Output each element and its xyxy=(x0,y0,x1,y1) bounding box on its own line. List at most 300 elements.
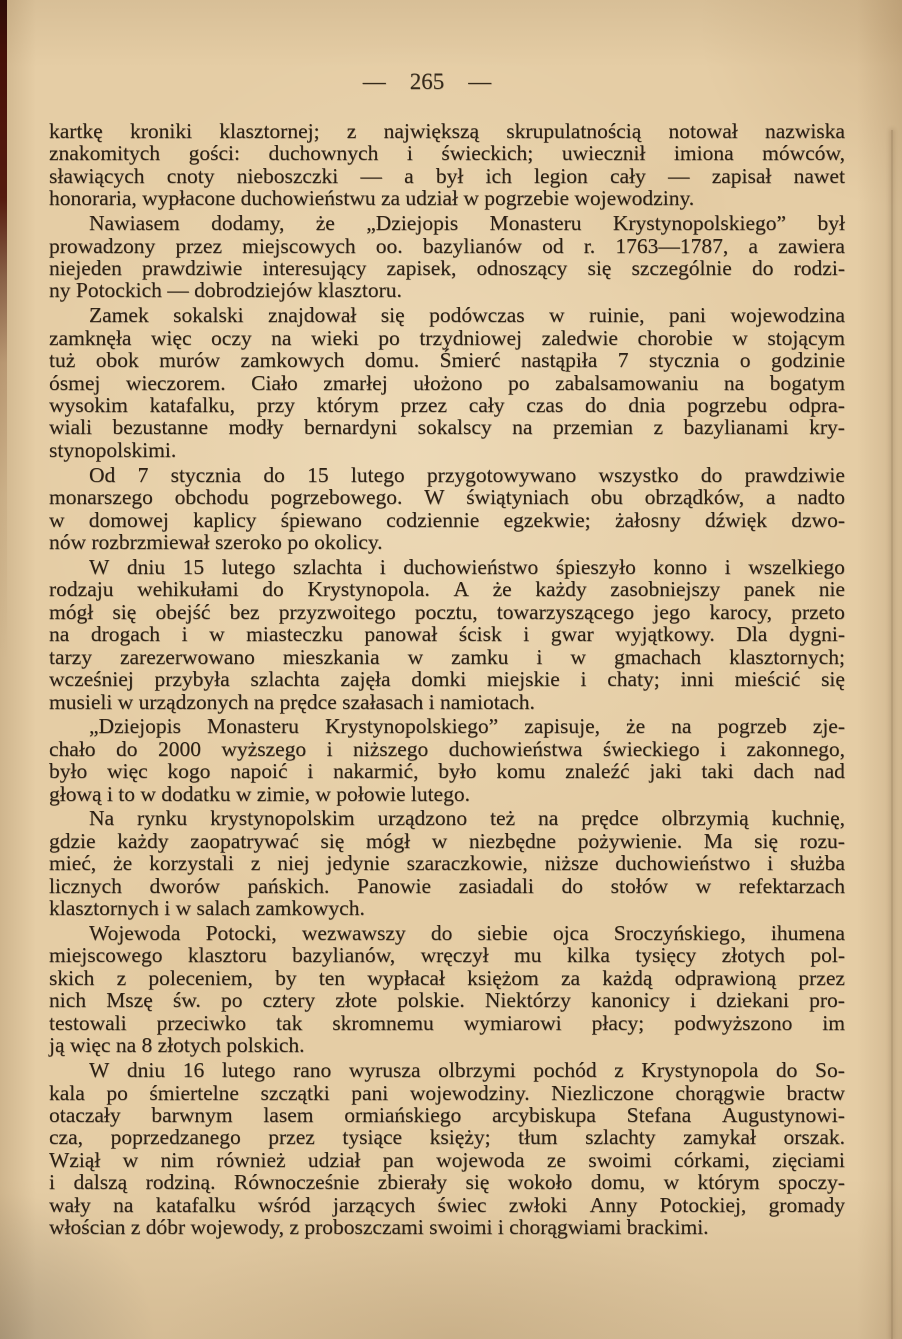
word: że xyxy=(315,211,335,236)
word: niejeden xyxy=(49,256,122,281)
word: śmiertelne xyxy=(149,1080,239,1105)
word: Panowie xyxy=(356,873,432,898)
word: udział xyxy=(307,1147,361,1172)
word: pani xyxy=(668,303,706,328)
word: chało xyxy=(49,736,96,761)
text-line: musieli w urządzonych na prędce szałasach i namiotach. xyxy=(49,689,535,714)
word: zwłoki xyxy=(508,1192,568,1217)
word: na xyxy=(723,370,745,395)
word: Augustynowi- xyxy=(721,1102,845,1127)
word: zasobniejszy xyxy=(610,577,721,602)
word: pożywienie. xyxy=(577,828,683,853)
word: zapisuje, xyxy=(524,714,601,739)
word: gmachach xyxy=(613,644,702,669)
word: zamykał xyxy=(683,1125,756,1150)
word: jaki xyxy=(649,759,682,784)
word: stojącym xyxy=(767,325,845,350)
word: 1763—1787, xyxy=(615,233,729,258)
word: świeckiego xyxy=(602,736,700,761)
text-line: nów rozbrzmiewał szeroko po okolicy. xyxy=(49,530,383,555)
word: przez xyxy=(268,1125,315,1150)
word: dach xyxy=(753,759,795,784)
word: służba xyxy=(790,851,845,876)
word: bazylianów, xyxy=(292,943,396,968)
word: cza, xyxy=(49,1125,84,1150)
word: rodzaju xyxy=(49,577,114,602)
word: monarszego xyxy=(49,485,153,510)
word: przy xyxy=(256,393,295,418)
paragraph xyxy=(49,556,845,713)
word: wieczorem. xyxy=(125,370,226,395)
word: cały xyxy=(609,163,646,188)
word: sokalski xyxy=(173,303,244,328)
word: skich xyxy=(49,965,95,990)
word: że xyxy=(492,577,512,602)
word: zamkowych xyxy=(240,348,345,373)
word: było xyxy=(49,759,88,784)
word: na xyxy=(671,714,692,739)
word: A xyxy=(453,577,469,602)
word: odprawioną xyxy=(674,965,777,990)
word: a xyxy=(404,163,414,188)
word: rano xyxy=(293,1058,332,1083)
word: duchowieństwo xyxy=(615,851,751,876)
word: ihumena xyxy=(770,921,845,946)
word: z xyxy=(653,415,663,440)
word: dzwo- xyxy=(791,507,845,532)
word: obejść xyxy=(155,599,211,624)
text-line xyxy=(49,394,845,416)
word: prawdziwie xyxy=(744,462,845,487)
word: i xyxy=(523,622,530,647)
word: zamknęła xyxy=(49,325,132,350)
paragraph xyxy=(49,304,845,461)
word: odnoszący xyxy=(476,256,568,281)
text-line xyxy=(49,509,845,531)
word: kaplicy xyxy=(193,507,257,532)
word: po xyxy=(508,370,530,395)
word: jedynie xyxy=(326,851,390,876)
word: im xyxy=(822,1010,845,1035)
word: zawiera xyxy=(778,233,845,258)
word: stycznia xyxy=(648,348,720,373)
word: cnoty xyxy=(166,163,215,188)
text-line: klasztornych i w salach zamkowych. xyxy=(49,896,365,921)
word: że xyxy=(113,851,133,876)
word: domu, xyxy=(590,1170,646,1195)
text-line xyxy=(49,120,845,142)
word: na xyxy=(538,806,559,831)
word: do xyxy=(700,462,723,487)
word: kartkę xyxy=(49,119,103,143)
word: jego xyxy=(653,599,691,624)
word: przez xyxy=(798,965,845,990)
text-line xyxy=(49,760,845,782)
paragraph xyxy=(49,1059,845,1239)
word: wyrusza xyxy=(348,1058,421,1083)
word: w xyxy=(549,303,565,328)
word: skrupulatnością xyxy=(506,119,642,143)
word: napoić xyxy=(230,759,288,784)
word: świeckich; xyxy=(441,141,534,166)
word: Śmierć xyxy=(439,348,501,373)
word: tysięcy xyxy=(635,943,697,968)
word: którym xyxy=(697,1170,760,1195)
page-number-dash-left: — xyxy=(362,69,386,94)
page-crease-shadow xyxy=(891,130,893,1339)
text-line xyxy=(49,1126,845,1148)
word: wehikułami xyxy=(137,577,239,602)
word: z xyxy=(116,965,127,990)
word: ormiańskiego xyxy=(344,1102,462,1127)
word: się xyxy=(465,1170,490,1195)
word: i xyxy=(49,1170,55,1195)
word: w xyxy=(732,325,748,350)
word: do xyxy=(775,1058,798,1083)
word: Krystynopolskiego” xyxy=(324,714,499,739)
word: wręczył xyxy=(420,943,489,968)
word: i xyxy=(181,622,188,647)
word: „Dziejopis xyxy=(89,714,181,739)
page-number-dash-right: — xyxy=(468,69,492,94)
paragraph xyxy=(49,212,845,302)
word: za xyxy=(560,965,581,990)
word: Stefana xyxy=(626,1102,692,1127)
word: spoczy- xyxy=(778,1170,845,1195)
word: w xyxy=(570,644,586,669)
word: się xyxy=(380,303,405,328)
word: jarzących xyxy=(332,1192,416,1217)
word: 2000 xyxy=(157,736,201,761)
word: Mszę xyxy=(106,988,153,1013)
word: wśród xyxy=(257,1192,311,1217)
paragraph xyxy=(49,464,845,554)
text-line: głową i to w dodatku w zimie, w połowie lutego. xyxy=(49,781,470,806)
word: ze xyxy=(546,1147,566,1172)
word: że xyxy=(626,714,646,739)
word: dygni- xyxy=(788,622,845,647)
word: Anny xyxy=(589,1192,638,1217)
word: interesujący xyxy=(262,256,367,281)
word: wymiarowi xyxy=(463,1010,562,1035)
word: mieszkania xyxy=(282,644,380,669)
word: Monasteru xyxy=(206,714,299,739)
word: i xyxy=(307,759,314,784)
word: Od xyxy=(89,462,116,487)
word: wojewodziny. xyxy=(409,1080,530,1105)
word: po xyxy=(220,988,243,1013)
word: urządzono xyxy=(377,806,468,831)
word: konno xyxy=(653,554,708,579)
word: refektarzach xyxy=(738,873,845,898)
word: Wziął xyxy=(49,1147,101,1172)
word: pro- xyxy=(809,988,845,1013)
word: katafalku, xyxy=(149,393,235,418)
word: kogo xyxy=(167,759,211,784)
word: Nawiasem xyxy=(89,211,180,236)
word: zasiadali xyxy=(458,873,534,898)
text-line xyxy=(49,922,845,944)
word: cztery xyxy=(262,988,316,1013)
word: i xyxy=(724,554,731,579)
word: i xyxy=(326,736,333,761)
word: stycznia xyxy=(170,462,242,487)
word: legion xyxy=(534,163,588,188)
word: olbrzymią xyxy=(661,806,749,831)
word: w xyxy=(49,507,65,532)
word: So- xyxy=(815,1058,845,1083)
word: przemian xyxy=(552,415,633,440)
word: i xyxy=(767,851,774,876)
word: 7 xyxy=(617,348,629,373)
word: z xyxy=(250,851,261,876)
word: r. xyxy=(583,233,596,258)
word: od xyxy=(542,233,564,258)
word: drogach xyxy=(90,622,161,647)
word: się xyxy=(112,599,137,624)
word: oczy xyxy=(211,325,252,350)
book-spine-edge xyxy=(0,0,7,660)
word: olbrzymi xyxy=(438,1058,516,1083)
word: towarzyszącego xyxy=(496,599,635,624)
word: dnia xyxy=(628,393,666,418)
word: nadto xyxy=(797,485,845,510)
word: złote xyxy=(335,988,378,1013)
word: Równocześnie xyxy=(233,1170,360,1195)
text-line xyxy=(49,668,845,690)
word: szczególnie xyxy=(631,256,732,281)
word: obok xyxy=(95,348,139,373)
word: domowej xyxy=(88,507,169,532)
word: obrządków, xyxy=(644,485,745,510)
word: lutego xyxy=(350,462,405,487)
word: ich xyxy=(485,163,512,188)
word: każdą xyxy=(602,965,653,990)
word: też xyxy=(490,806,516,831)
word: złotych xyxy=(721,943,785,968)
word: — xyxy=(360,163,382,188)
word: zbierały xyxy=(377,1170,447,1195)
word: do xyxy=(751,256,774,281)
word: kilka xyxy=(566,943,610,968)
word: żałosny xyxy=(614,507,681,532)
word: kuchnię, xyxy=(771,806,845,831)
word: również xyxy=(216,1147,286,1172)
text-line xyxy=(49,349,845,371)
word: mógł xyxy=(49,599,94,624)
text-line xyxy=(49,807,845,829)
word: otaczały xyxy=(49,1102,121,1127)
text-line xyxy=(49,715,845,737)
word: obu xyxy=(590,485,623,510)
page-number-value: 265 xyxy=(409,69,445,94)
word: świec xyxy=(437,1192,487,1217)
word: zajęła xyxy=(340,667,391,692)
word: i xyxy=(689,988,696,1013)
word: zapisek, xyxy=(386,256,457,281)
word: przybyła xyxy=(154,667,230,692)
word: wieki xyxy=(310,325,359,350)
word: taki xyxy=(701,759,734,784)
word: miejscowych xyxy=(242,233,356,258)
text-line xyxy=(49,235,845,257)
word: pocztu, xyxy=(414,599,478,624)
word: pogrzeb xyxy=(717,714,787,739)
word: poleceniem, xyxy=(148,965,253,990)
text-line xyxy=(49,944,845,966)
word: największą xyxy=(383,119,480,143)
word: przeto xyxy=(791,599,845,624)
word: murów xyxy=(159,348,221,373)
word: „Dziejopis xyxy=(366,211,459,236)
word: na xyxy=(49,622,70,647)
text-line xyxy=(49,852,845,874)
word: lasem xyxy=(263,1102,314,1127)
word: dniu xyxy=(126,554,166,579)
word: wyjątkowy. xyxy=(615,622,715,647)
word: wszelkiego xyxy=(748,554,845,579)
word: stołów xyxy=(610,873,668,898)
word: godzinie xyxy=(770,348,845,373)
word: gdzie xyxy=(49,828,96,853)
word: mówców, xyxy=(762,141,845,166)
word: gości: xyxy=(188,141,240,166)
word: barwnym xyxy=(151,1102,233,1127)
word: i xyxy=(379,554,386,579)
word: do xyxy=(263,462,285,487)
word: cały xyxy=(468,393,505,418)
word: po xyxy=(106,1080,128,1105)
word: odpra- xyxy=(788,393,845,418)
word: do xyxy=(116,736,138,761)
word: chorągwie xyxy=(675,1080,765,1105)
word: licznych xyxy=(49,873,122,898)
text-line xyxy=(49,1194,845,1216)
word: skromnemu xyxy=(332,1010,434,1035)
word: księży; xyxy=(429,1125,491,1150)
word: i xyxy=(720,736,726,761)
word: na xyxy=(113,1192,134,1217)
text-line xyxy=(49,1104,845,1126)
word: notował xyxy=(668,119,738,143)
word: miejscowego xyxy=(49,943,163,968)
word: ruinie, xyxy=(588,303,645,328)
word: był xyxy=(435,163,464,188)
word: oo. xyxy=(375,233,403,258)
word: W xyxy=(89,1058,110,1083)
word: zarezerwowano xyxy=(119,644,255,669)
text-line xyxy=(49,416,845,438)
word: pogrzebu xyxy=(687,393,768,418)
word: zaledwie xyxy=(541,325,618,350)
word: nim xyxy=(160,1147,194,1172)
text-line xyxy=(49,304,845,326)
word: korzystali xyxy=(149,851,234,876)
word: Monasteru xyxy=(489,211,582,236)
word: do xyxy=(262,577,284,602)
word: Zamek xyxy=(89,303,149,328)
word: a xyxy=(748,233,758,258)
word: szaraczkowie, xyxy=(406,851,528,876)
word: więc xyxy=(150,325,192,350)
word: codziennie xyxy=(386,507,480,532)
text-line xyxy=(49,1012,845,1034)
word: 15 xyxy=(307,462,329,487)
word: klasztoru xyxy=(187,943,267,968)
word: przez xyxy=(175,233,222,258)
word: zaopatrywać xyxy=(190,828,299,853)
text-line: ją więc na 8 złotych polskich. xyxy=(49,1033,305,1058)
text-line xyxy=(49,327,845,349)
text-line xyxy=(49,1149,845,1171)
word: w xyxy=(695,873,712,898)
word: mu xyxy=(514,943,542,968)
word: duchowieństwo xyxy=(403,554,539,579)
word: na xyxy=(271,325,292,350)
word: do xyxy=(430,921,453,946)
word: nawet xyxy=(793,163,845,188)
word: tarzy xyxy=(49,644,92,669)
word: i xyxy=(580,667,587,692)
text-line xyxy=(49,464,845,486)
word: siebie xyxy=(477,921,528,946)
word: sławiących xyxy=(49,163,145,188)
text-line xyxy=(49,142,845,164)
word: czas xyxy=(526,393,564,418)
word: wały xyxy=(49,1192,91,1217)
text-line xyxy=(49,257,845,279)
word: bogatym xyxy=(769,370,845,395)
word: szlachta xyxy=(292,554,363,579)
word: więc xyxy=(107,759,148,784)
text-line xyxy=(49,830,845,852)
text-line xyxy=(49,989,845,1011)
word: dniu xyxy=(126,1058,166,1083)
word: mieć, xyxy=(49,851,97,876)
word: śpieszyło xyxy=(555,554,636,579)
word: dziekani xyxy=(716,988,789,1013)
word: chorobie xyxy=(637,325,713,350)
word: nazwiska xyxy=(764,119,845,143)
word: o xyxy=(739,348,751,373)
paragraph xyxy=(49,922,845,1057)
word: wypłacał xyxy=(367,965,445,990)
word: inni xyxy=(680,667,714,692)
word: Na xyxy=(89,806,115,831)
word: śpiewano xyxy=(280,507,362,532)
word: ułożono xyxy=(413,370,483,395)
word: prędce xyxy=(581,806,639,831)
word: Potockiej, xyxy=(659,1192,747,1217)
word: 15 xyxy=(182,554,205,579)
word: karocy, xyxy=(709,599,773,624)
word: Ma xyxy=(703,828,733,853)
word: panował xyxy=(364,622,438,647)
text-line xyxy=(49,1082,845,1104)
word: kanonicy xyxy=(591,988,670,1013)
word: domu. xyxy=(364,348,420,373)
word: modły xyxy=(228,415,284,440)
text-line xyxy=(49,738,845,760)
word: każdy xyxy=(535,577,587,602)
word: św. xyxy=(172,988,201,1013)
word: znakomitych xyxy=(49,141,161,166)
word: się xyxy=(754,828,778,853)
text-line: honoraria, wypłacone duchowieństwu za udział w pogrzebie wojewodziny. xyxy=(49,186,695,211)
word: uwiecznił xyxy=(561,141,646,166)
word: przygotowywano xyxy=(426,462,577,487)
page-number-header xyxy=(49,69,805,95)
